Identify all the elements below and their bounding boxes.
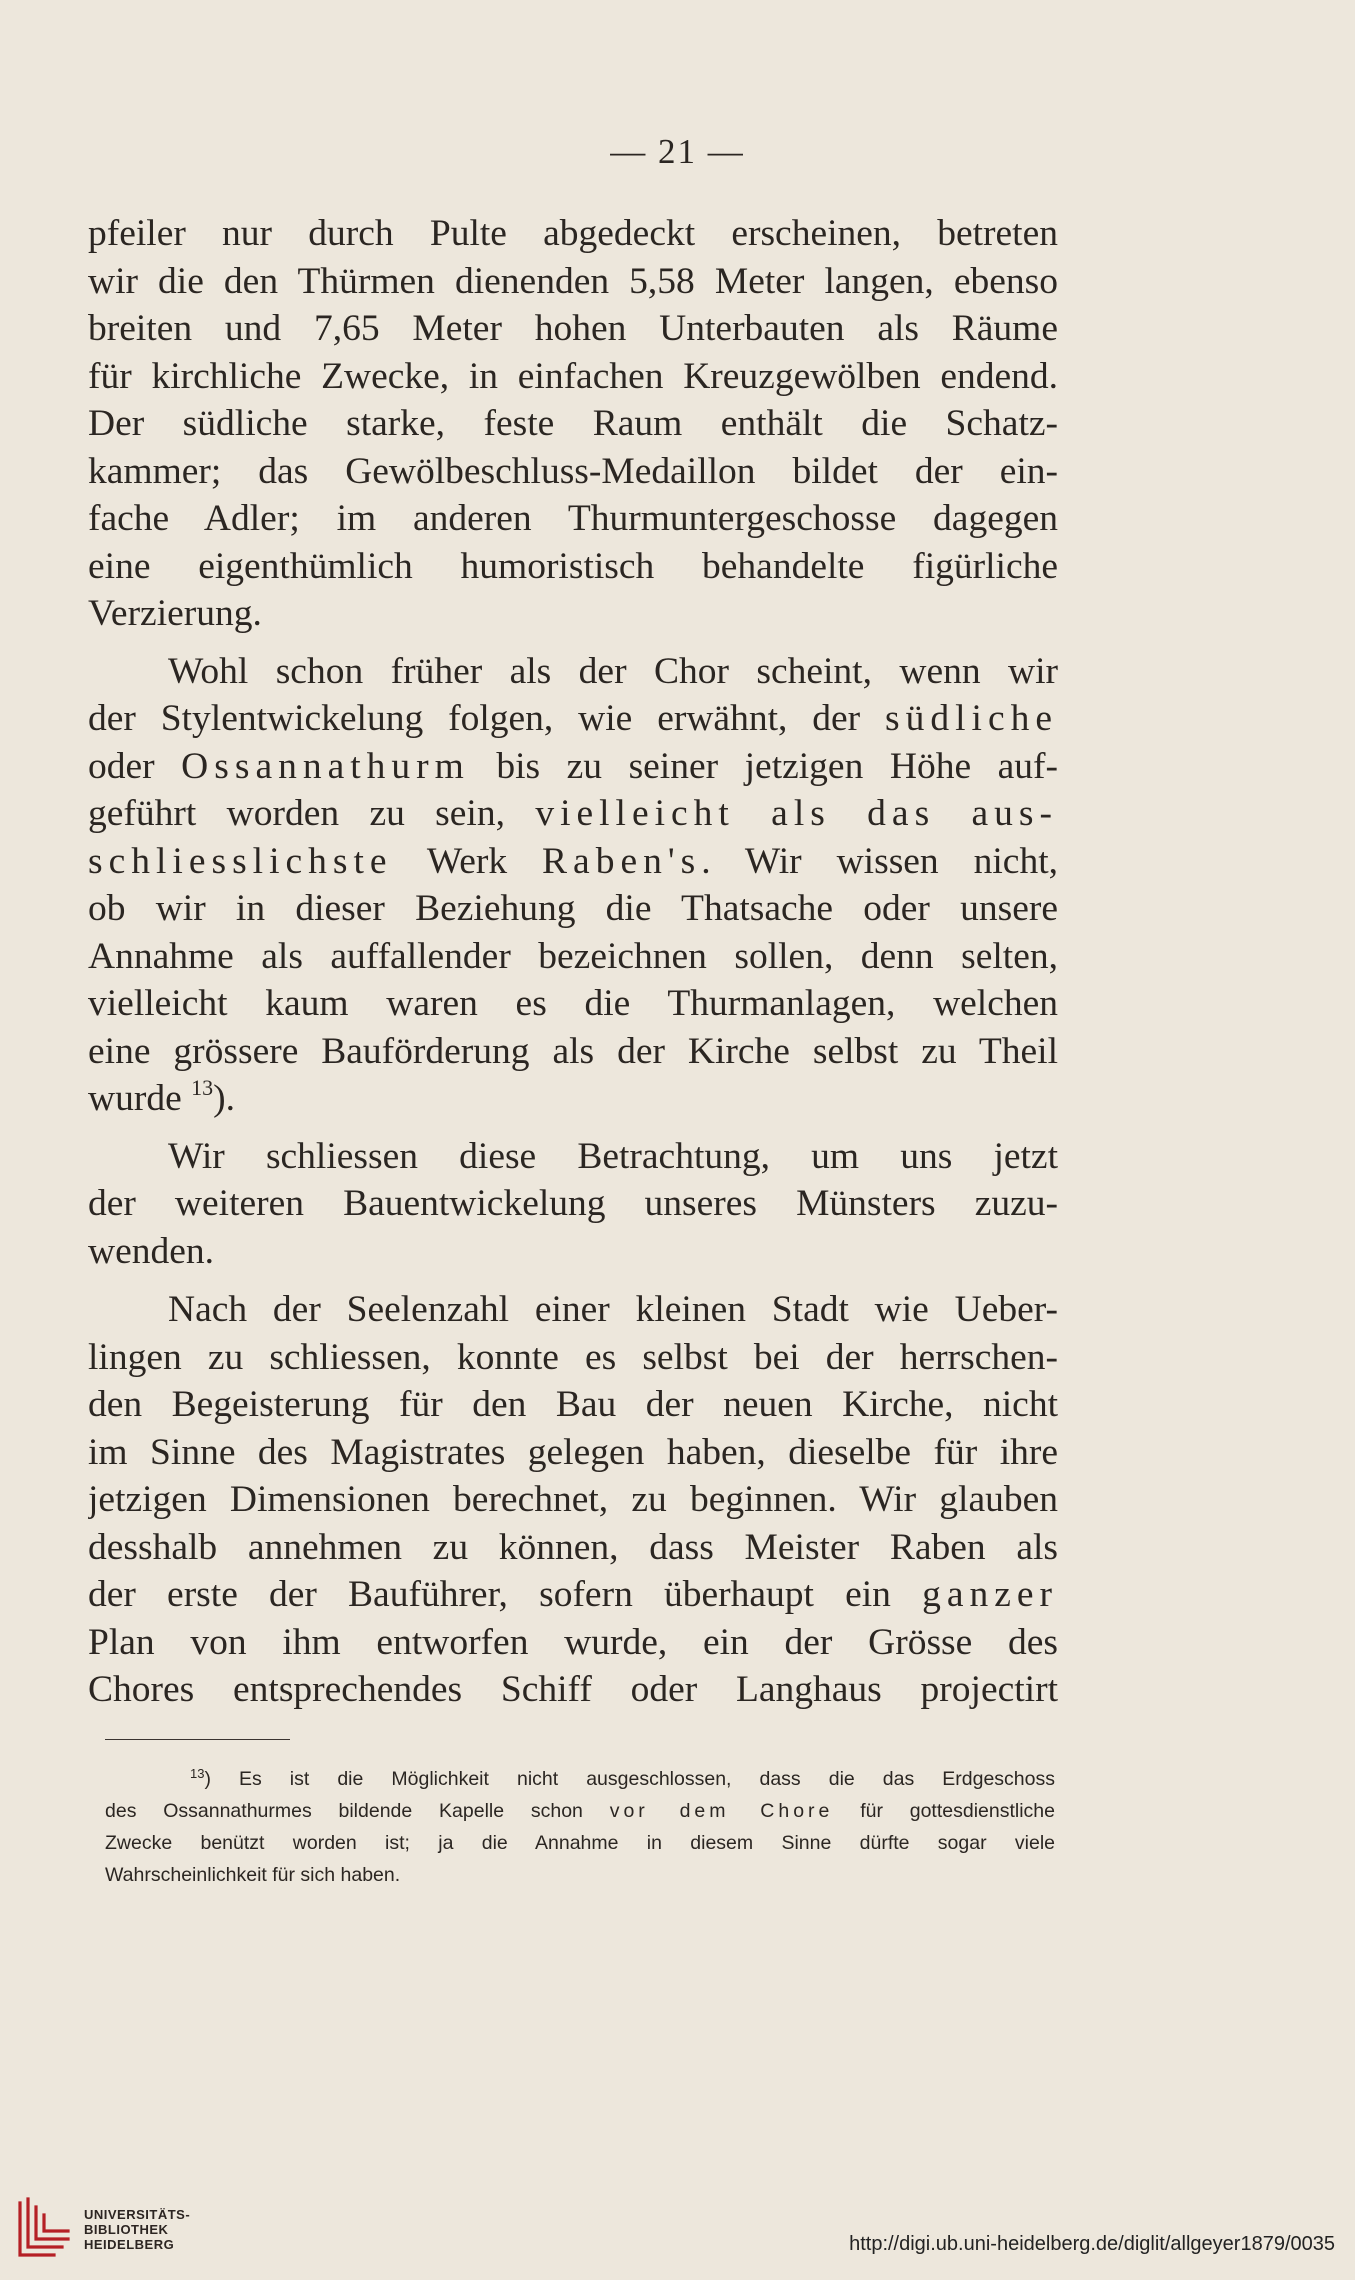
emphasis-text: vor dem Chore bbox=[609, 1800, 834, 1822]
library-name-line: HEIDELBERG bbox=[84, 2237, 175, 2252]
library-name bbox=[84, 2207, 190, 2252]
text-line: jetzigen Dimensionen berechnet, zu beginnen. Wir glauben bbox=[88, 1479, 1058, 1520]
text-line: fache Adler; im anderen Thurmuntergeschosse dagegen bbox=[88, 498, 1058, 539]
text-line bbox=[88, 695, 1058, 743]
text-segment: des Ossannathurmes bildende Kapelle schon bbox=[105, 1800, 610, 1822]
text-line bbox=[88, 790, 1058, 838]
text-segment: oder bbox=[88, 745, 182, 787]
text-line: eine grössere Bauförderung als der Kirche selbst zu Theil bbox=[88, 1030, 1058, 1072]
body-text bbox=[88, 210, 1058, 1714]
text-segment: bis zu seiner jetzigen Höhe auf- bbox=[469, 745, 1058, 787]
footnote-number: 13 bbox=[190, 1766, 205, 1781]
footnote-ref: 13 bbox=[191, 1075, 214, 1100]
text-segment: wurde bbox=[88, 1078, 192, 1119]
footnote-line: Zwecke benützt worden ist; ja die Annahme in diesem Sinne dürfte sogar viele bbox=[105, 1832, 1055, 1854]
text-line bbox=[88, 838, 1058, 886]
text-line: Plan von ihm entworfen wurde, ein der Grösse des bbox=[88, 1621, 1058, 1663]
text-line: wenden. bbox=[88, 1230, 214, 1272]
emphasis-text: Ossannathurm bbox=[181, 745, 470, 787]
emphasis-text: südliche bbox=[885, 698, 1058, 739]
text-line: Verzierung. bbox=[88, 593, 262, 634]
footnote-line: Wahrscheinlichkeit für sich haben. bbox=[105, 1864, 401, 1886]
text-line: desshalb annehmen zu können, dass Meister Raben als bbox=[88, 1526, 1058, 1568]
text-line: für kirchliche Zwecke, in einfachen Kreuzgewölben endend. bbox=[88, 355, 1058, 397]
text-line: wir die den Thürmen dienenden 5,58 Meter langen, ebenso bbox=[88, 260, 1058, 302]
text-line bbox=[88, 743, 1058, 791]
library-logo-icon bbox=[14, 2195, 72, 2261]
text-line: den Begeisterung für den Bau der neuen Kirche, nicht bbox=[88, 1384, 1058, 1425]
text-line: der weiteren Bauentwickelung unseres Münsters zuzu- bbox=[88, 1183, 1058, 1224]
text-line: Wir schliessen diese Betrachtung, um uns jetzt bbox=[168, 1135, 1058, 1177]
library-name-line: UNIVERSITÄTS- bbox=[84, 2207, 191, 2222]
text-segment: der Stylentwickelung folgen, wie erwähnt, der bbox=[88, 698, 886, 739]
text-line bbox=[88, 1075, 1058, 1123]
text-segment: geführt worden zu sein, bbox=[88, 793, 536, 834]
text-line: ob wir in dieser Beziehung die Thatsache oder unsere bbox=[88, 888, 1058, 929]
text-line bbox=[88, 1571, 1058, 1619]
text-line: vielleicht kaum waren es die Thurmanlagen, welchen bbox=[88, 983, 1058, 1024]
footnotes bbox=[105, 1763, 1055, 1891]
text-line: breiten und 7,65 Meter hohen Unterbauten als Räume bbox=[88, 308, 1058, 349]
text-segment: . Wir wissen nicht, bbox=[701, 840, 1058, 882]
text-line: kammer; das Gewölbeschluss-Medaillon bildet der ein- bbox=[88, 450, 1058, 492]
text-line: eine eigenthümlich humoristisch behandelte figürliche bbox=[88, 545, 1058, 587]
emphasis-text: vielleicht als das aus- bbox=[535, 793, 1058, 834]
source-url-link[interactable]: http://digi.ub.uni-heidelberg.de/diglit/allgeyer1879/0035 bbox=[849, 2233, 1335, 2255]
text-segment: der erste der Bauführer, sofern überhaupt ein bbox=[88, 1574, 923, 1615]
text-line: Der südliche starke, feste Raum enthält die Schatz- bbox=[88, 403, 1058, 444]
footnote-line bbox=[105, 1763, 1055, 1795]
text-line: pfeiler nur durch Pulte abgedeckt erscheinen, betreten bbox=[88, 213, 1058, 254]
emphasis-text: ganzer bbox=[922, 1574, 1058, 1615]
text-segment: für gottesdienstliche bbox=[833, 1800, 1055, 1822]
text-line: Chores entsprechendes Schiff oder Langhaus projectirt bbox=[88, 1669, 1058, 1710]
text-segment: ). bbox=[213, 1078, 235, 1119]
text-line: Annahme als auffallender bezeichnen sollen, denn selten, bbox=[88, 935, 1058, 977]
text-line: im Sinne des Magistrates gelegen haben, dieselbe für ihre bbox=[88, 1431, 1058, 1473]
library-logo[interactable] bbox=[14, 2195, 234, 2265]
library-name-line: BIBLIOTHEK bbox=[84, 2222, 169, 2237]
text-line: Wohl schon früher als der Chor scheint, wenn wir bbox=[168, 650, 1058, 692]
footnote-line bbox=[105, 1795, 1055, 1827]
text-line: Nach der Seelenzahl einer kleinen Stadt wie Ueber- bbox=[168, 1289, 1058, 1330]
emphasis-text: Raben's bbox=[542, 840, 702, 882]
emphasis-text: schliesslichste bbox=[88, 840, 393, 882]
text-segment: Werk bbox=[392, 840, 543, 882]
footnote-divider bbox=[105, 1739, 290, 1740]
text-line: lingen zu schliessen, konnte es selbst bei der herrschen- bbox=[88, 1336, 1058, 1378]
page-number: — 21 — bbox=[610, 132, 745, 171]
text-segment: ) Es ist die Möglichkeit nicht ausgeschlossen, dass die das Erdgeschoss bbox=[204, 1768, 1055, 1790]
